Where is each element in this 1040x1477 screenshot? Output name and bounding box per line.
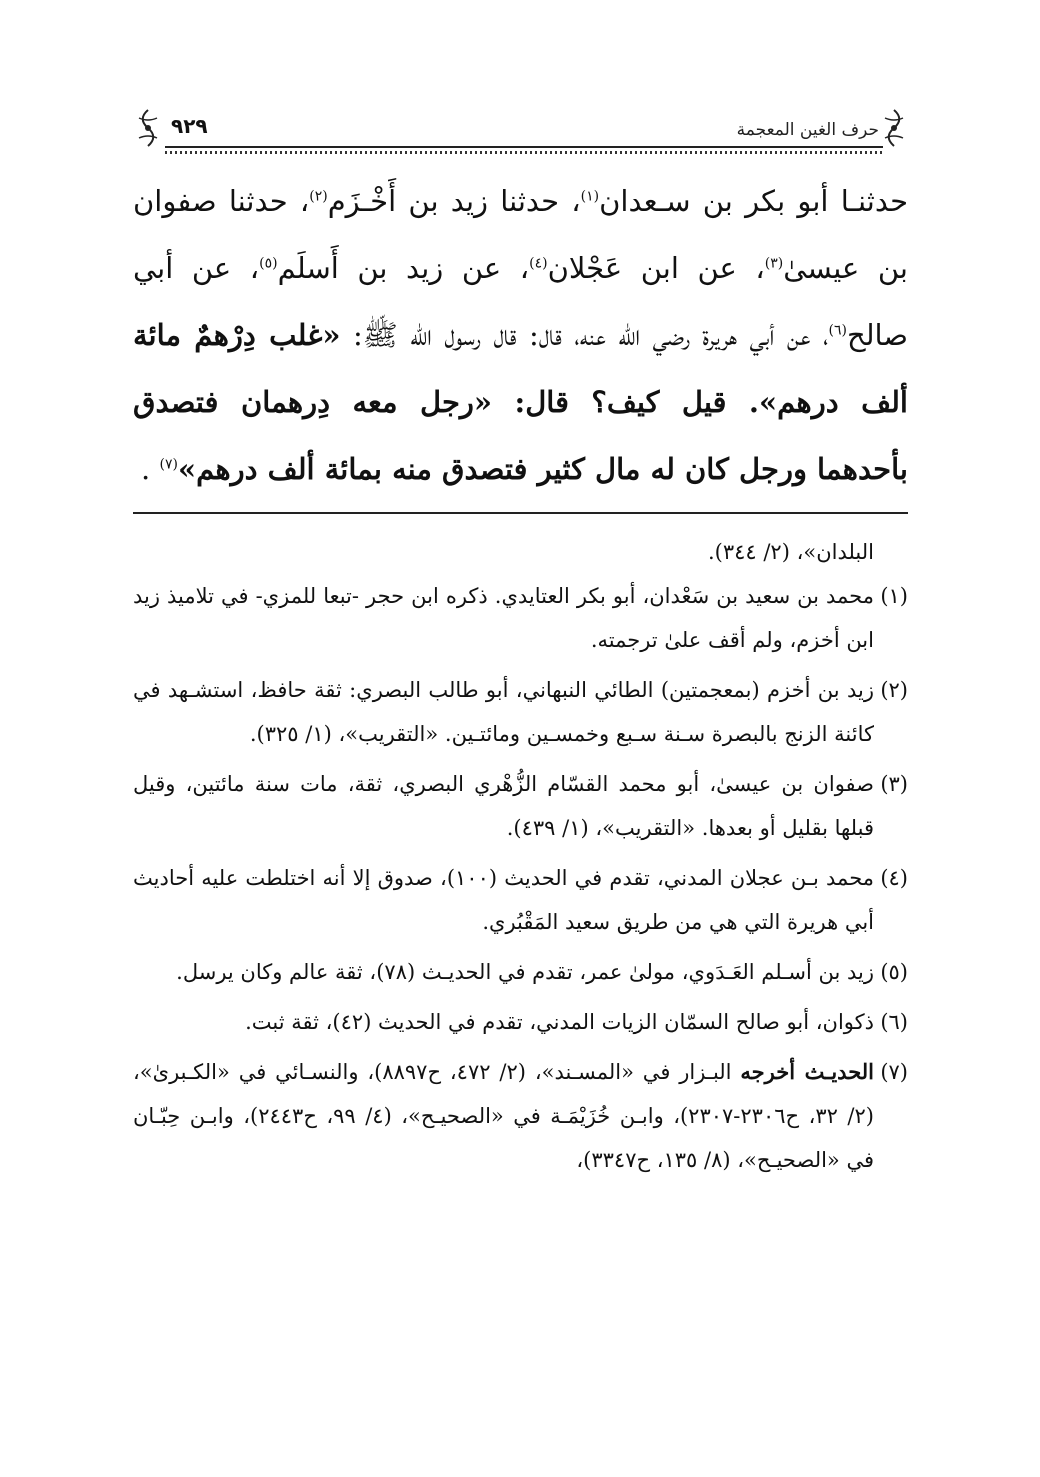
footnote-ref[interactable]: (٢) — [309, 188, 328, 205]
footnote-ref[interactable]: (١) — [580, 188, 600, 205]
text-run: ، عن ابن عَجْلان — [547, 251, 765, 285]
section-title: حرف الغين المعجمة — [736, 120, 879, 140]
footnote-item — [133, 1000, 908, 1044]
page-number: ٩٢٩ — [171, 114, 208, 138]
text-run: ، عن أبي هريرة رضي الله عنه، قال: قال رسول الله ﷺ: — [340, 318, 829, 352]
footnote-text: محمد بن سعيد بن سَعْدان، أبو بكر العتايدي. ذكره ابن حجر -تبعا للمزي- في تلاميذ زيد ابن أخزم، ولم أقف علىٰ ترجمته. — [133, 584, 874, 652]
footnote-number: (٣) — [880, 772, 908, 796]
hadith-text — [133, 168, 908, 503]
footnote-item — [133, 856, 908, 944]
footnote-item — [133, 1050, 908, 1182]
footnote-ref[interactable]: (٤) — [529, 255, 548, 272]
footnote-number: (٧) — [880, 1060, 908, 1084]
footnote-number: (٦) — [880, 1010, 908, 1034]
footnote-text: محمد بـن عجلان المدني، تقدم في الحديث (١٠٠)، صدوق إلا أنه اختلطت عليه أحاديث أبي هريرة التي هي من طريق سعيد المَقْبُري. — [133, 866, 874, 934]
text-run: ، عن أبي صالح — [133, 251, 908, 352]
footnote-text-run: البـزار في «المسـند»، (٢/ ٤٧٢، ح٨٨٩٧)، والنسـائي في «الكـبرىٰ»، (٢/ ٣٢، ح٢٣٠٦-٢٣٠٧)، وابـن خُزَيْمَـة في «الصحيـح»، (٤/ ٩٩، ح٢٤٤٣)، وابـن حِبّـان في «الصحيـح»، (٨/ ١٣٥، ح٣٣٤٧)، — [133, 1060, 874, 1172]
footnote-ref[interactable]: (٦) — [828, 322, 847, 339]
text-run: حدثنـا أبو بكر بن سـعدان — [599, 184, 909, 218]
footnote-continuation: البلدان»، (٢/ ٣٤٤). — [707, 540, 874, 564]
footnote-item — [133, 950, 908, 994]
footnote-item — [133, 668, 908, 756]
footnote-ref[interactable]: (٣) — [764, 255, 784, 272]
text-run: ، حدثنا صفوان بن عيسىٰ — [133, 184, 908, 285]
header-rule — [165, 146, 883, 148]
footnote-item — [133, 762, 908, 850]
footnote-item — [133, 574, 908, 662]
footnote-number: (٥) — [880, 960, 908, 984]
text-run: ، حدثنا زيد بن أَخْـزَم — [327, 184, 581, 218]
footnote-text: زيد بن أخزم (بمعجمتين) الطائي النبهاني، أبو طالب البصري: ثقة حافظ، استشـهد في كائنة الزنج بالبصرة سـنة سـبع وخمسـين ومائتـين. «التقريب»، (١/ ٣٢٥). — [133, 678, 874, 746]
ornament-left-icon — [135, 108, 161, 148]
footnote-number: (٢) — [880, 678, 908, 702]
footnote-text: زيد بن أسـلم العَـدَوي، مولىٰ عمر، تقدم في الحديـث (٧٨)، ثقة عالم وكان يرسل. — [176, 960, 874, 984]
footnote-number: (٤) — [880, 866, 908, 890]
ornament-right-icon — [881, 108, 907, 148]
hadith-matn: «غلب دِرْهمٌ مائة ألف درهم». قيل كيف؟ قال: «رجل معه دِرهمان فتصدق بأحدهما ورجل كان له مال كثير فتصدق منه بمائة ألف درهم» — [133, 318, 908, 486]
footnote-bold-lead: الحديـث أخرجه — [740, 1059, 874, 1084]
hadith-paragraph — [133, 168, 908, 503]
page-header — [135, 100, 907, 160]
footnote-text: صفوان بن عيسىٰ، أبو محمد القسّام الزُّهْري البصري، ثقة، مات سنة مائتين، وقيل قبلها بقليل أو بعدها. «التقريب»، (١/ ٤٣٩). — [133, 772, 874, 840]
header-dotted-rule — [165, 151, 883, 154]
footnote-text: ذكوان، أبو صالح السمّان الزيات المدني، تقدم في الحديث (٤٢)، ثقة ثبت. — [245, 1010, 874, 1034]
text-run: ، عن زيد بن أَسلَم — [277, 251, 530, 285]
footnote-number: (١) — [880, 584, 908, 608]
text-run: . — [141, 452, 160, 486]
footnote-ref[interactable]: (٥) — [259, 255, 278, 272]
footnote-separator — [133, 512, 908, 514]
footnote-ref[interactable]: (٧) — [159, 456, 178, 473]
footnote-text — [133, 1050, 874, 1182]
footnotes — [133, 530, 908, 1188]
